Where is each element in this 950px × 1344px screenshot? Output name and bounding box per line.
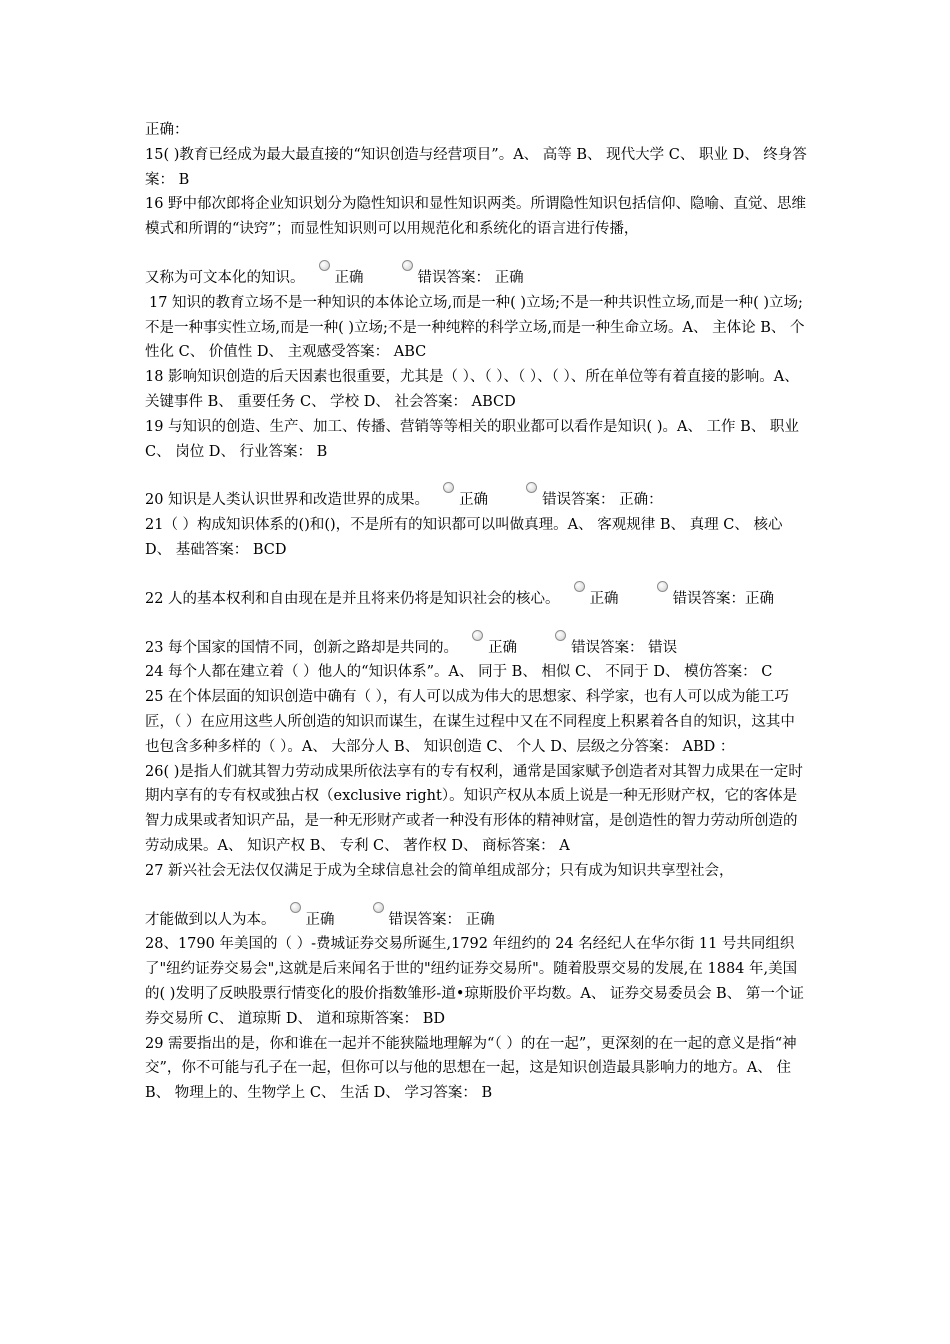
question-16: 16 野中郁次郎将企业知识划分为隐性知识和显性知识两类。所谓隐性知识包括信仰、隐喻、直觉、思维模式和所谓的“诀窍”；而显性知识则可以用规范化和系统化的语言进行传播，	[145, 196, 807, 238]
question-27-text: 才能做到以人为本。	[145, 911, 276, 928]
question-16-answer: 错误答案： 正确	[417, 269, 524, 286]
question-18: 18 影响知识创造的后天因素也很重要，尤其是（ ）、（ ）、（ ）、（ ）、所在单位等有着直接的影响。A、 关键事件 B、 重要任务 C、 学校 D、 社会答案： ABCD	[145, 369, 799, 410]
option-true-label: 正确	[459, 492, 489, 509]
question-22-answer: 错误答案：正确	[672, 590, 775, 607]
question-29: 29 需要指出的是，你和谁在一起并不能狭隘地理解为“（ ）的在一起”，更深刻的在一起的意义是指“神交”，你不可能与孔子在一起，但你可以与他的思想在一起，这是知识创造最具影响力的地方。A、 住 B、 物理上的、生物学上 C、 生活 D、 学习答案： B	[145, 1035, 797, 1102]
radio-q27-false[interactable]	[373, 902, 384, 913]
question-25: 25 在个体层面的知识创造中确有（ ），有人可以成为伟大的思想家、科学家，也有人可以成为能工巧匠，（ ）在应用这些人所创造的知识而谋生，在谋生过程中又在不同程度上积累着各自的知识，这其中也包含多种多样的（ ）。A、 大部分人 B、 知识创造 C、 个人 D、层级之分答案： ABD ：	[145, 689, 795, 755]
radio-q22-false[interactable]	[657, 581, 668, 592]
question-27-options	[145, 908, 807, 933]
question-26: 26( )是指人们就其智力劳动成果所依法享有的专有权利，通常是国家赋予创造者对其智力成果在一定时期内享有的专有权或独占权（exclusive right）。知识产权从本质上说是一种无形财产权，它的客体是智力成果或者知识产品，是一种无形财产或者一种没有形体的精神财富，是创造性的智力劳动所创造的劳动成果。A、 知识产权 B、 专利 C、 著作权 D、 商标答案： A	[145, 763, 803, 854]
radio-q23-false[interactable]	[555, 630, 566, 641]
question-16-text: 又称为可文本化的知识。	[145, 269, 305, 286]
question-20-text: 20 知识是人类认识世界和改造世界的成果。	[145, 492, 430, 509]
question-23-text: 23 每个国家的国情不同，创新之路却是共同的。	[145, 639, 459, 656]
question-19: 19 与知识的创造、生产、加工、传播、营销等等相关的职业都可以看作是知识( )。A、 工作 B、 职业 C、 岗位 D、 行业答案： B	[145, 418, 799, 460]
question-27: 27 新兴社会无法仅仅满足于成为全球信息社会的简单组成部分；只有成为知识共享型社会，	[145, 862, 734, 879]
radio-q16-false[interactable]	[402, 260, 413, 271]
option-true-label: 正确	[488, 639, 518, 656]
question-24: 24 每个人都在建立着（ ）他人的“知识体系”。A、 同于 B、 相似 C、 不同于 D、 模仿答案： C	[145, 664, 773, 681]
option-true-label: 正确	[305, 911, 335, 928]
radio-q22-true[interactable]	[574, 581, 585, 592]
radio-q20-false[interactable]	[526, 482, 537, 493]
line-answer-prev: 正确：	[145, 122, 189, 138]
question-23-options	[145, 636, 807, 661]
radio-q27-true[interactable]	[290, 902, 301, 913]
question-16-options	[145, 266, 807, 291]
document-page	[145, 118, 807, 1106]
question-22-text: 22 人的基本权利和自由现在是并且将来仍将是知识社会的核心。	[145, 590, 560, 607]
question-28: 28、1790 年美国的（ ）-费城证券交易所诞生,1792 年纽约的 24 名经纪人在华尔街 11 号共同组织了"纽约证券交易会",这就是后来闻名于世的"纽约证券交易所"。随着股票交易的发展,在 1884 年,美国的( )发明了反映股票行情变化的股价指数雏形-道•琼斯股价平均数。A、 证券交易委员会 B、 第一个证券交易所 C、 道琼斯 D、 道和琼斯答案： BD	[145, 936, 804, 1027]
question-22-options	[145, 587, 807, 612]
question-23-answer: 错误答案： 错误	[571, 639, 678, 656]
question-17: 17 知识的教育立场不是一种知识的本体论立场,而是一种( )立场;不是一种共识性立场,而是一种( )立场;不是一种事实性立场,而是一种( )立场;不是一种纯粹的科学立场,而是一种生命立场。A、 主体论 B、 个性化 C、 价值性 D、 主观感受答案： ABC	[145, 294, 805, 361]
question-27-answer: 错误答案： 正确	[388, 911, 495, 928]
radio-q23-true[interactable]	[472, 630, 483, 641]
radio-q20-true[interactable]	[443, 482, 454, 493]
option-true-label: 正确	[589, 590, 619, 607]
question-20-options	[145, 488, 807, 513]
option-true-label: 正确	[334, 269, 364, 286]
question-21: 21（ ）构成知识体系的()和()，不是所有的知识都可以叫做真理。A、 客观规律 B、 真理 C、 核心 D、 基础答案： BCD	[145, 517, 783, 558]
question-20-answer: 错误答案： 正确：	[542, 492, 663, 509]
radio-q16-true[interactable]	[319, 260, 330, 271]
question-15: 15( )教育已经成为最大最直接的“知识创造与经营项目”。A、 高等 B、 现代大学 C、 职业 D、 终身答案： B	[145, 146, 807, 188]
